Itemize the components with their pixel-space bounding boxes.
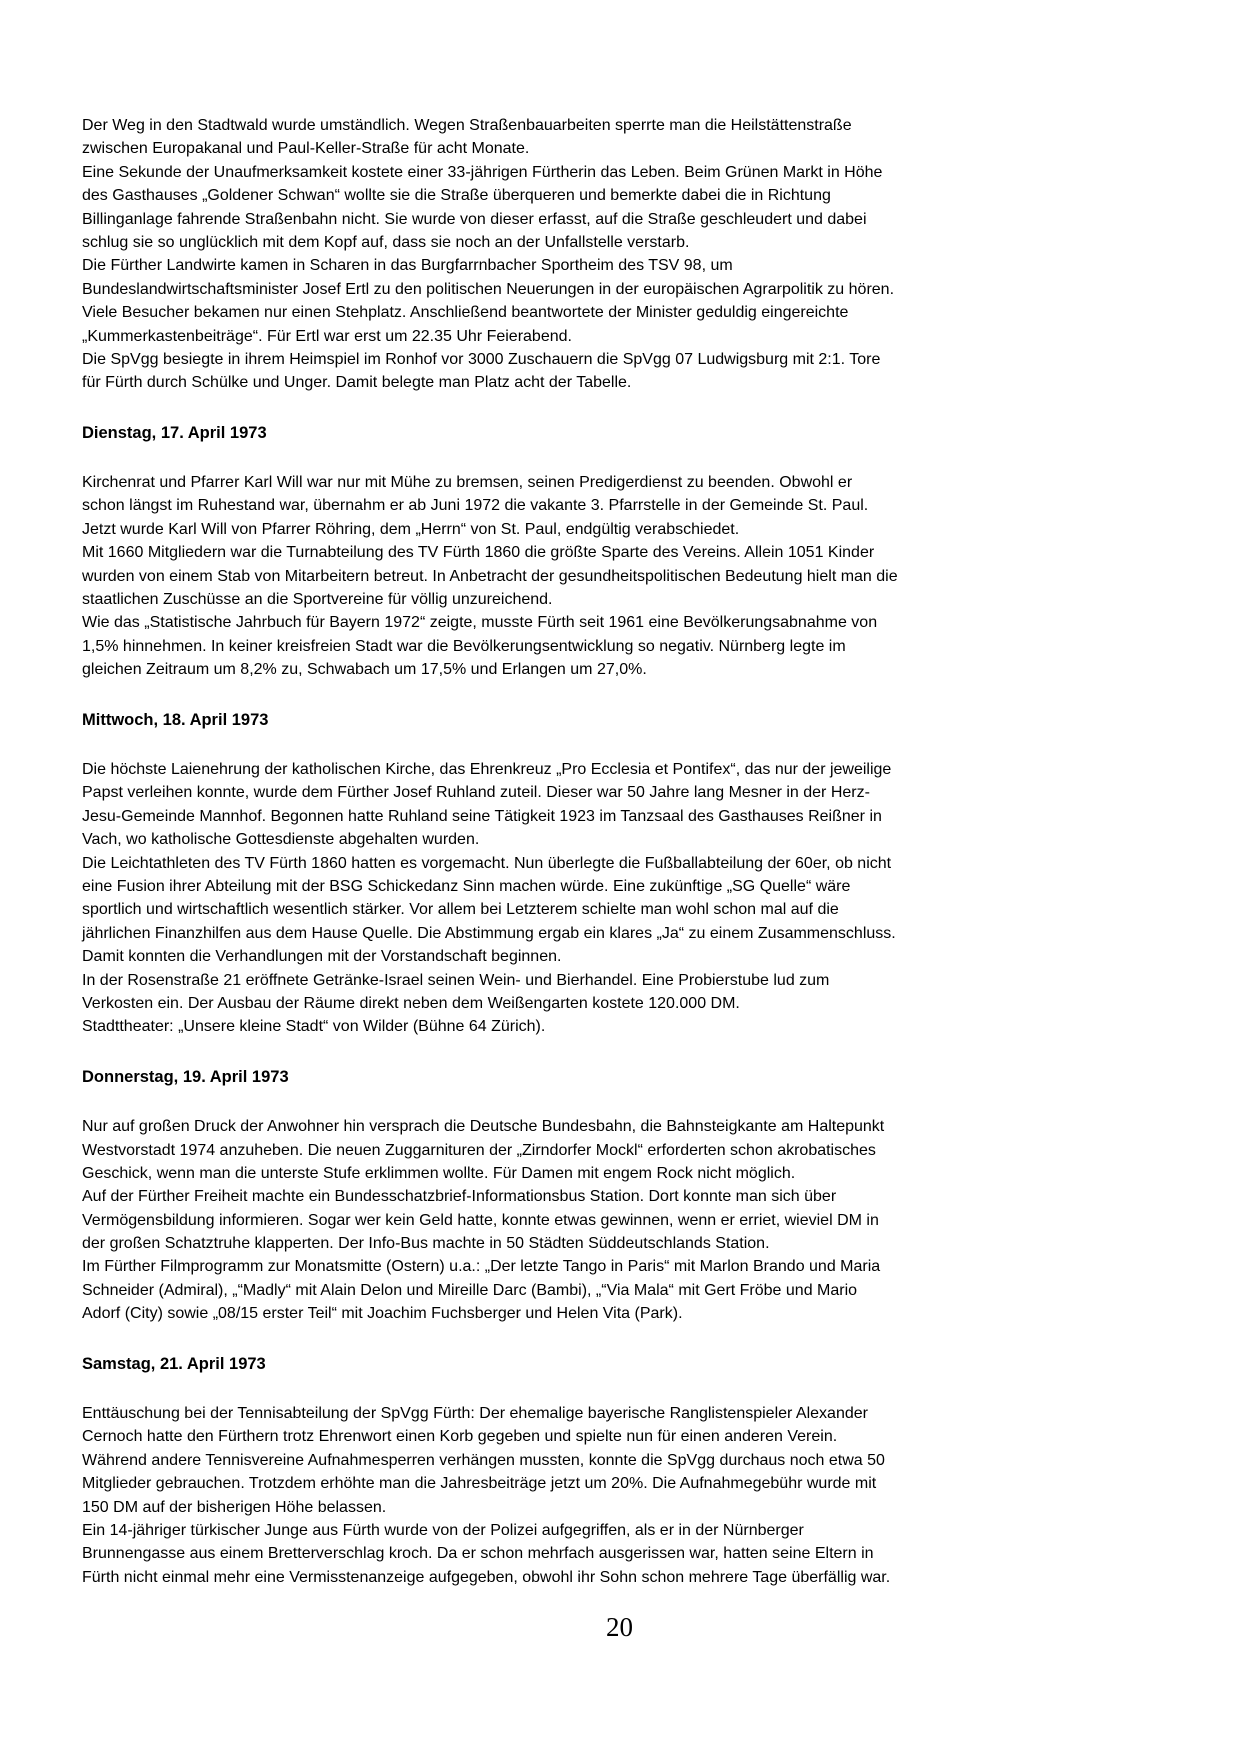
section-paragraph	[82, 471, 1157, 682]
text-line: Schneider (Admiral), „“Madly“ mit Alain Delon und Mireille Darc (Bambi), „“Via Mala“ mit Gert Fröbe und Mario	[82, 1281, 858, 1299]
text-line: staatlichen Zuschüsse an die Sportvereine für völlig unzureichend.	[82, 591, 553, 609]
text-line: Während andere Tennisvereine Aufnahmesperren verhängen mussten, konnte die SpVgg durchaus noch etwa 50	[82, 1451, 885, 1469]
text-line: gleichen Zeitraum um 8,2% zu, Schwabach um 17,5% und Erlangen um 27,0%.	[82, 661, 647, 679]
text-line: Geschick, wenn man die unterste Stufe erklimmen wollte. Für Damen mit engem Rock nicht möglich.	[82, 1164, 796, 1182]
text-line: Jesu-Gemeinde Mannhof. Begonnen hatte Ruhland seine Tätigkeit 1923 im Tanzsaal des Gasthauses Reißner in	[82, 807, 882, 825]
text-line: wurden von einem Stab von Mitarbeitern betreut. In Anbetracht der gesundheitspolitischen Bedeutung hielt man die	[82, 567, 898, 585]
text-line: Vach, wo katholische Gottesdienste abgehalten wurden.	[82, 831, 480, 849]
text-line: Enttäuschung bei der Tennisabteilung der SpVgg Fürth: Der ehemalige bayerische Ranglistenspieler Alexander	[82, 1405, 868, 1423]
section-dienstag-17-april	[82, 422, 1157, 682]
text-line: sportlich und wirtschaftlich wesentlich stärker. Vor allem bei Letzterem schielte man wohl schon mal auf die	[82, 901, 839, 919]
section-heading: Mittwoch, 18. April 1973	[82, 710, 269, 729]
section-heading: Samstag, 21. April 1973	[82, 1354, 266, 1373]
text-line: eine Fusion ihrer Abteilung mit der BSG Schickedanz Sinn machen würde. Eine zukünftige „SG Quelle“ wäre	[82, 877, 851, 895]
text-line: 1,5% hinnehmen. In keiner kreisfreien Stadt war die Bevölkerungsentwicklung so negativ. Nürnberg legte im	[82, 637, 846, 655]
text-line: Mitglieder gebrauchen. Trotzdem erhöhte man die Jahresbeiträge jetzt um 20%. Die Aufnahmegebühr wurde mit	[82, 1475, 877, 1493]
text-line: Viele Besucher bekamen nur einen Stehplatz. Anschließend beantwortete der Minister geduldig eingereichte	[82, 304, 849, 322]
text-line: Ein 14-jähriger türkischer Junge aus Fürth wurde von der Polizei aufgegriffen, als er in der Nürnberger	[82, 1521, 804, 1539]
text-line: Billinganlage fahrende Straßenbahn nicht. Sie wurde von dieser erfasst, auf die Straße geschleudert und dabei	[82, 210, 867, 228]
text-line: 150 DM auf der bisherigen Höhe belassen.	[82, 1498, 387, 1516]
text-line: Eine Sekunde der Unaufmerksamkeit kostete einer 33-jährigen Fürtherin das Leben. Beim Grünen Markt in Höhe	[82, 163, 883, 181]
text-line: Die SpVgg besiegte in ihrem Heimspiel im Ronhof vor 3000 Zuschauern die SpVgg 07 Ludwigsburg mit 2:1. Tore	[82, 350, 881, 368]
text-line: Die höchste Laienehrung der katholischen Kirche, das Ehrenkreuz „Pro Ecclesia et Pontifex“, das nur der jeweilige	[82, 761, 892, 779]
text-line: Die Fürther Landwirte kamen in Scharen in das Burgfarrnbacher Sportheim des TSV 98, um	[82, 257, 733, 275]
section-mittwoch-18-april	[82, 709, 1157, 1039]
text-line: Auf der Fürther Freiheit machte ein Bundesschatzbrief-Informationsbus Station. Dort konnte man sich über	[82, 1188, 837, 1206]
text-line: „Kummerkastenbeiträge“. Für Ertl war erst um 22.35 Uhr Feierabend.	[82, 327, 572, 345]
section-paragraph	[82, 1115, 1157, 1326]
text-line: Nur auf großen Druck der Anwohner hin versprach die Deutsche Bundesbahn, die Bahnsteigkante am Haltepunkt	[82, 1118, 885, 1136]
text-line: des Gasthauses „Goldener Schwan“ wollte sie die Straße überqueren und bemerkte dabei die in Richtung	[82, 187, 831, 205]
document-content	[82, 114, 1157, 1589]
text-line: Vermögensbildung informieren. Sogar wer kein Geld hatte, konnte etwas gewinnen, wenn er erriet, wieviel DM in	[82, 1211, 879, 1229]
text-line: Jetzt wurde Karl Will von Pfarrer Röhring, dem „Herrn“ von St. Paul, endgültig verabschiedet.	[82, 520, 740, 538]
section-heading: Donnerstag, 19. April 1973	[82, 1067, 289, 1086]
section-paragraph	[82, 1402, 1157, 1589]
text-line: Stadttheater: „Unsere kleine Stadt“ von Wilder (Bühne 64 Zürich).	[82, 1018, 546, 1036]
text-line: Die Leichtathleten des TV Fürth 1860 hatten es vorgemacht. Nun überlegte die Fußballabteilung der 60er, ob nicht	[82, 854, 892, 872]
text-line: zwischen Europakanal und Paul-Keller-Straße für acht Monate.	[82, 140, 530, 158]
text-line: für Fürth durch Schülke und Unger. Damit belegte man Platz acht der Tabelle.	[82, 374, 632, 392]
text-line: Der Weg in den Stadtwald wurde umständlich. Wegen Straßenbauarbeiten sperrte man die Heilstättenstraße	[82, 117, 852, 134]
text-line: Adorf (City) sowie „08/15 erster Teil“ mit Joachim Fuchsberger und Helen Vita (Park).	[82, 1305, 683, 1323]
text-line: Kirchenrat und Pfarrer Karl Will war nur mit Mühe zu bremsen, seinen Predigerdienst zu beenden. Obwohl er	[82, 474, 853, 492]
text-line: Verkosten ein. Der Ausbau der Räume direkt neben dem Weißengarten kostete 120.000 DM.	[82, 994, 740, 1012]
text-line: schon längst im Ruhestand war, übernahm er ab Juni 1972 die vakante 3. Pfarrstelle in der Gemeinde St. Paul.	[82, 497, 869, 515]
section-heading: Dienstag, 17. April 1973	[82, 423, 267, 442]
text-line: Bundeslandwirtschaftsminister Josef Ertl zu den politischen Neuerungen in der europäischen Agrarpolitik zu hören.	[82, 280, 895, 298]
intro-paragraph	[82, 114, 1157, 395]
page-number: 20	[606, 1612, 633, 1642]
text-line: In der Rosenstraße 21 eröffnete Getränke-Israel seinen Wein- und Bierhandel. Eine Probierstube lud zum	[82, 971, 830, 989]
text-line: Wie das „Statistische Jahrbuch für Bayern 1972“ zeigte, musste Fürth seit 1961 eine Bevölkerungsabnahme von	[82, 614, 878, 632]
section-donnerstag-19-april	[82, 1066, 1157, 1326]
text-line: jährlichen Finanzhilfen aus dem Hause Quelle. Die Abstimmung ergab ein klares „Ja“ zu einem Zusammenschluss.	[82, 924, 896, 942]
text-line: Im Fürther Filmprogramm zur Monatsmitte (Ostern) u.a.: „Der letzte Tango in Paris“ mit Marlon Brando und Maria	[82, 1258, 881, 1276]
text-line: schlug sie so unglücklich mit dem Kopf auf, dass sie noch an der Unfallstelle verstarb.	[82, 233, 690, 251]
text-line: der großen Schatztruhe klapperten. Der Info-Bus machte in 50 Städten Süddeutschlands Station.	[82, 1235, 770, 1253]
text-line: Damit konnten die Verhandlungen mit der Vorstandschaft beginnen.	[82, 948, 562, 966]
section-samstag-21-april	[82, 1353, 1157, 1590]
text-line: Brunnengasse aus einem Bretterverschlag kroch. Da er schon mehrfach ausgerissen war, hatten seine Eltern in	[82, 1545, 874, 1563]
text-line: Cernoch hatte den Fürthern trotz Ehrenwort einen Korb gegeben und spielte nun für einen anderen Verein.	[82, 1428, 838, 1446]
text-line: Mit 1660 Mitgliedern war die Turnabteilung des TV Fürth 1860 die größte Sparte des Vereins. Allein 1051 Kinder	[82, 544, 875, 562]
text-line: Fürth nicht einmal mehr eine Vermisstenanzeige aufgegeben, obwohl ihr Sohn schon mehrere Tage überfällig war.	[82, 1568, 891, 1586]
text-line: Westvorstadt 1974 anzuheben. Die neuen Zuggarnituren der „Zirndorfer Mockl“ erforderten schon akrobatisches	[82, 1141, 876, 1159]
text-line: Papst verleihen konnte, wurde dem Fürther Josef Ruhland zuteil. Dieser war 50 Jahre lang Mesner in der Herz-	[82, 784, 870, 802]
section-paragraph	[82, 758, 1157, 1039]
